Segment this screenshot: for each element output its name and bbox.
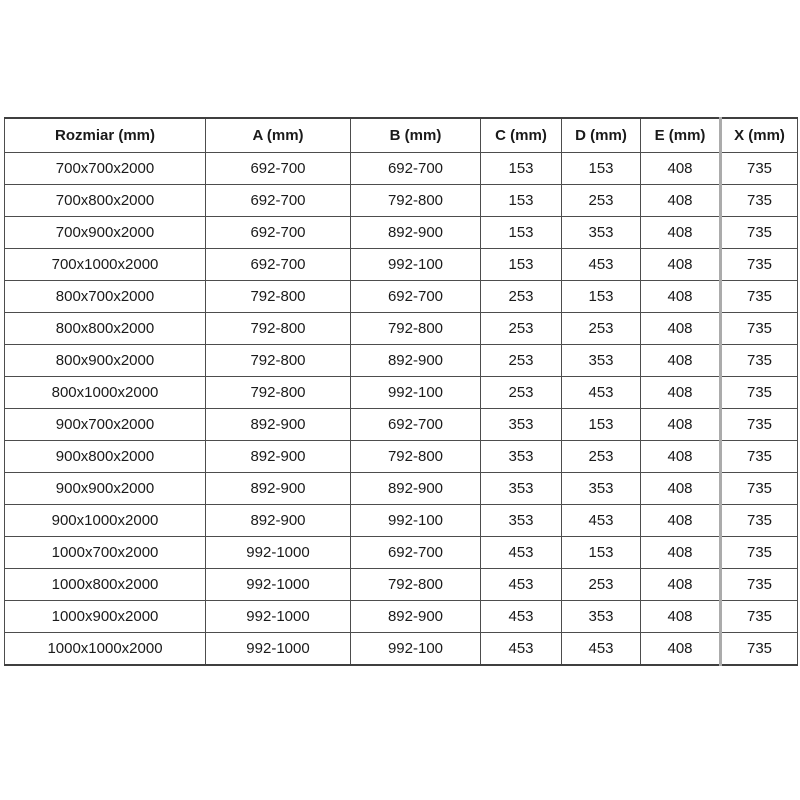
table-cell: 153 [481,153,562,185]
table-cell: 735 [721,569,798,601]
table-row [5,569,798,601]
table-cell: 408 [641,281,721,313]
table-body [5,153,798,666]
table-cell: 353 [562,345,641,377]
table-cell: 992-1000 [206,601,351,633]
table-row [5,217,798,249]
table-cell: 353 [481,473,562,505]
table-cell: 408 [641,249,721,281]
table-cell: 253 [562,313,641,345]
table-cell: 353 [481,441,562,473]
table-cell: 900x1000x2000 [5,505,206,537]
table-cell: 153 [562,153,641,185]
table-cell: 408 [641,569,721,601]
table-cell: 792-800 [206,377,351,409]
table-row [5,537,798,569]
table-cell: 253 [481,377,562,409]
table-cell: 792-800 [206,345,351,377]
header-b: B (mm) [351,118,481,153]
table-cell: 735 [721,217,798,249]
table-cell: 735 [721,441,798,473]
table-cell: 153 [562,281,641,313]
table-cell: 408 [641,505,721,537]
table-cell: 408 [641,633,721,666]
table-cell: 408 [641,473,721,505]
table-cell: 1000x700x2000 [5,537,206,569]
table-cell: 992-1000 [206,633,351,666]
table-cell: 892-900 [206,473,351,505]
table-cell: 353 [481,409,562,441]
table-cell: 735 [721,249,798,281]
table-row [5,377,798,409]
table-cell: 800x900x2000 [5,345,206,377]
table-cell: 792-800 [351,313,481,345]
table-cell: 692-700 [206,153,351,185]
table-cell: 453 [481,537,562,569]
table-cell: 153 [481,249,562,281]
table-cell: 408 [641,217,721,249]
table-header-row [5,118,798,153]
table-cell: 408 [641,537,721,569]
table-cell: 892-900 [351,601,481,633]
table-cell: 892-900 [206,409,351,441]
table-cell: 735 [721,153,798,185]
table-cell: 408 [641,601,721,633]
table-cell: 453 [562,377,641,409]
table-row [5,441,798,473]
header-a: A (mm) [206,118,351,153]
table-cell: 453 [481,569,562,601]
table-row [5,185,798,217]
table-cell: 735 [721,185,798,217]
table-cell: 453 [562,633,641,666]
table-cell: 735 [721,313,798,345]
table-cell: 453 [562,505,641,537]
table-cell: 792-800 [206,313,351,345]
table-cell: 792-800 [206,281,351,313]
table-cell: 800x700x2000 [5,281,206,313]
table-row [5,281,798,313]
table-cell: 253 [481,281,562,313]
table-cell: 408 [641,441,721,473]
table-cell: 792-800 [351,185,481,217]
table-cell: 735 [721,601,798,633]
table-cell: 900x900x2000 [5,473,206,505]
table-cell: 700x800x2000 [5,185,206,217]
table-cell: 692-700 [351,409,481,441]
table-cell: 253 [481,345,562,377]
table-cell: 692-700 [351,153,481,185]
table-cell: 900x700x2000 [5,409,206,441]
table-cell: 692-700 [206,249,351,281]
table-cell: 353 [562,217,641,249]
table-cell: 408 [641,185,721,217]
table-row [5,345,798,377]
table-cell: 408 [641,313,721,345]
table-cell: 992-100 [351,377,481,409]
table-cell: 408 [641,345,721,377]
table-cell: 892-900 [206,505,351,537]
table-cell: 692-700 [206,217,351,249]
table-cell: 892-900 [206,441,351,473]
table-cell: 700x900x2000 [5,217,206,249]
table-row [5,249,798,281]
header-c: C (mm) [481,118,562,153]
header-d: D (mm) [562,118,641,153]
table-cell: 700x1000x2000 [5,249,206,281]
table-cell: 800x800x2000 [5,313,206,345]
table-cell: 735 [721,473,798,505]
table-cell: 1000x1000x2000 [5,633,206,666]
table-cell: 353 [481,505,562,537]
table-cell: 1000x900x2000 [5,601,206,633]
table-row [5,409,798,441]
table-row [5,505,798,537]
table-cell: 692-700 [351,537,481,569]
table-cell: 735 [721,633,798,666]
table-row [5,153,798,185]
size-spec-table [4,117,798,666]
table-row [5,473,798,505]
table-cell: 792-800 [351,441,481,473]
table-cell: 253 [481,313,562,345]
table-cell: 153 [562,537,641,569]
header-rozmiar: Rozmiar (mm) [5,118,206,153]
table-row [5,601,798,633]
table-cell: 735 [721,281,798,313]
table-cell: 735 [721,377,798,409]
table-cell: 692-700 [206,185,351,217]
table-cell: 892-900 [351,345,481,377]
table-cell: 353 [562,601,641,633]
table-cell: 792-800 [351,569,481,601]
header-e: E (mm) [641,118,721,153]
table-cell: 892-900 [351,473,481,505]
table-cell: 153 [481,217,562,249]
table-row [5,313,798,345]
table-cell: 408 [641,377,721,409]
table-cell: 700x700x2000 [5,153,206,185]
table-cell: 453 [481,633,562,666]
table-cell: 692-700 [351,281,481,313]
table-cell: 900x800x2000 [5,441,206,473]
table-cell: 153 [562,409,641,441]
table-cell: 408 [641,409,721,441]
table-cell: 735 [721,409,798,441]
table-cell: 992-1000 [206,569,351,601]
table-cell: 992-100 [351,249,481,281]
table-cell: 992-100 [351,633,481,666]
table-cell: 408 [641,153,721,185]
table-cell: 1000x800x2000 [5,569,206,601]
table-cell: 735 [721,345,798,377]
table-cell: 992-1000 [206,537,351,569]
table-cell: 735 [721,537,798,569]
header-x: X (mm) [721,118,798,153]
table-cell: 253 [562,569,641,601]
table-cell: 253 [562,185,641,217]
table-cell: 735 [721,505,798,537]
table-cell: 353 [562,473,641,505]
table-row [5,633,798,666]
table-cell: 892-900 [351,217,481,249]
table-cell: 453 [562,249,641,281]
table-cell: 800x1000x2000 [5,377,206,409]
table-cell: 253 [562,441,641,473]
table-cell: 992-100 [351,505,481,537]
table-cell: 153 [481,185,562,217]
table-cell: 453 [481,601,562,633]
